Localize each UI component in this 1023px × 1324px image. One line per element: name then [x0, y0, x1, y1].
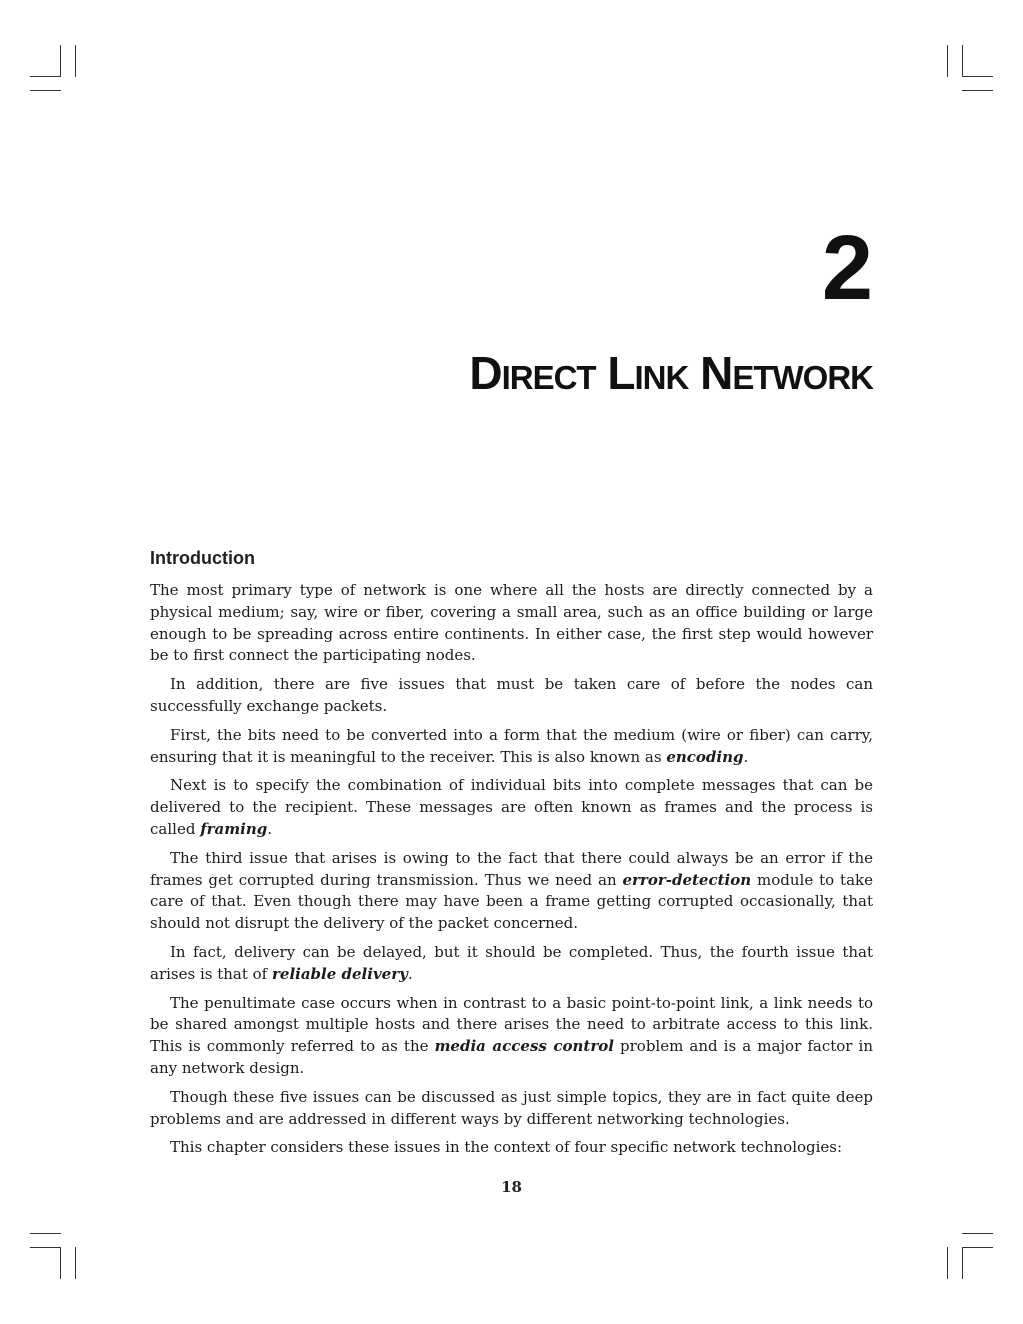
- paragraph-text: .: [267, 819, 273, 838]
- paragraph: [150, 993, 873, 1080]
- paragraph-text: The third issue that arises is owing to the fact that there could always be an error if the frames get corrupted during transmission. Thus we need an: [150, 848, 873, 889]
- paragraph: [150, 848, 873, 935]
- paragraph-text: problem and is a major factor in any network design.: [150, 1037, 873, 1077]
- crop-mark: [75, 45, 76, 77]
- title-initial: D: [469, 347, 502, 399]
- chapter-title-word: [469, 347, 595, 399]
- crop-mark: [962, 1247, 963, 1279]
- crop-mark: [30, 90, 61, 91]
- crop-mark: [947, 1247, 948, 1279]
- chapter-title-word: [607, 347, 688, 399]
- emphasized-term: encoding: [666, 747, 744, 766]
- paragraph-text: The penultimate case occurs when in contrast to a basic point-to-point link, a link needs to be shared amongst multiple hosts and there arises the need to arbitrate access to this link. This is commonly referred to as the: [150, 993, 873, 1056]
- chapter-title-word: [700, 347, 873, 399]
- crop-mark: [962, 1247, 993, 1248]
- chapter-title: [469, 347, 873, 399]
- body-text: [150, 580, 873, 1166]
- crop-mark: [962, 76, 993, 77]
- paragraph-text: This chapter considers these issues in the context of four specific network technologies:: [170, 1138, 843, 1157]
- paragraph-text: The most primary type of network is one where all the hosts are directly connected by a physical medium; say, wire or fiber, covering a small area, such as an office building or large enough to be spreading across entire continents. In either case, the first step would however be to first connect the participating nodes.: [150, 581, 873, 665]
- title-initial: N: [700, 347, 733, 399]
- paragraph-text: .: [407, 964, 413, 983]
- crop-mark: [962, 90, 993, 91]
- section-heading: Introduction: [150, 548, 255, 568]
- title-rest: ETWORK: [732, 359, 873, 396]
- paragraph-text: module to take care of that. Even though there may have been a frame getting corrupted occasionally, that should not disrupt the delivery of the packet concerned.: [150, 870, 873, 933]
- crop-mark: [947, 45, 948, 77]
- paragraph: [150, 725, 873, 769]
- paragraph: [150, 674, 873, 718]
- paragraph-text: Next is to specify the combination of individual bits into complete messages that can be delivered to the recipient. These messages are often known as frames and the process is called: [150, 776, 873, 838]
- paragraph-text: In addition, there are five issues that must be taken care of before the nodes can successfully exchange packets.: [150, 675, 873, 715]
- paragraph-text: .: [743, 747, 749, 766]
- crop-mark: [60, 1247, 61, 1279]
- emphasized-term: reliable delivery: [272, 964, 408, 983]
- emphasized-term: media access control: [434, 1037, 614, 1056]
- paragraph-text: Though these five issues can be discussed as just simple topics, they are in fact quite deep problems and are addressed in different ways by different networking technologies.: [150, 1087, 873, 1128]
- crop-mark: [962, 45, 963, 77]
- paragraph-text: In fact, delivery can be delayed, but it should be completed. Thus, the fourth issue that arises is that of: [150, 942, 873, 983]
- crop-mark: [75, 1247, 76, 1279]
- chapter-number: 2: [821, 217, 873, 319]
- crop-mark: [60, 45, 61, 77]
- title-initial: L: [607, 347, 635, 399]
- title-rest: INK: [634, 359, 689, 396]
- title-rest: IRECT: [501, 359, 596, 396]
- paragraph: [150, 775, 873, 840]
- crop-mark: [30, 1247, 61, 1248]
- crop-mark: [962, 1233, 993, 1234]
- paragraph: [150, 1137, 873, 1159]
- paragraph-text: First, the bits need to be converted into a form that the medium (wire or fiber) can carry, ensuring that it is meaningful to the receiver. This is also known as: [150, 725, 873, 766]
- crop-mark: [30, 76, 61, 77]
- paragraph: [150, 942, 873, 986]
- emphasized-term: framing: [200, 819, 268, 838]
- crop-mark: [30, 1233, 61, 1234]
- page-number: 18: [501, 1178, 522, 1196]
- emphasized-term: error-detection: [622, 870, 752, 889]
- paragraph: [150, 580, 873, 667]
- paragraph: [150, 1087, 873, 1131]
